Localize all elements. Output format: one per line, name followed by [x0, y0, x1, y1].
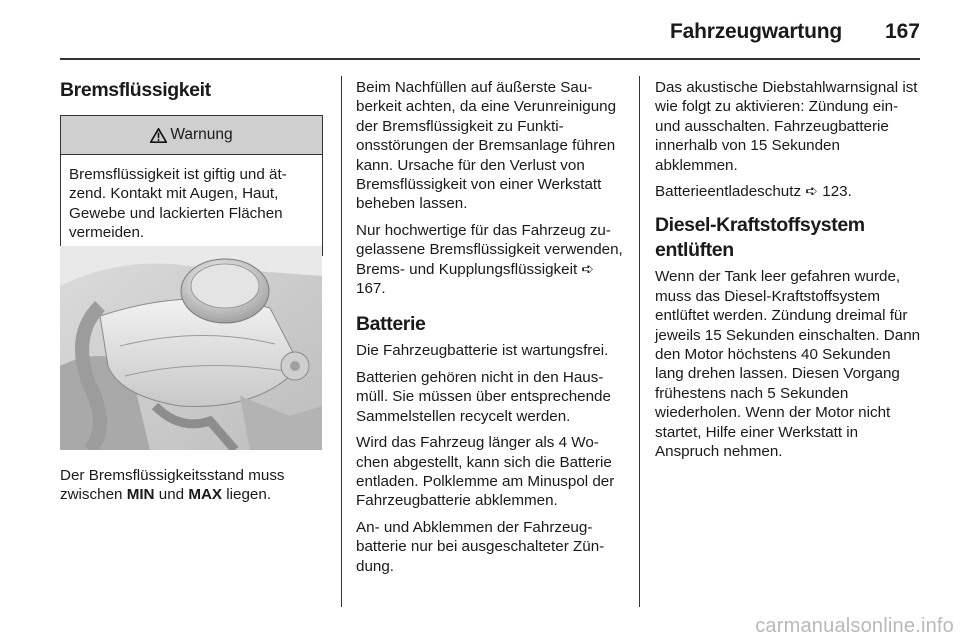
- column-3: [655, 78, 923, 469]
- paragraph-alarm-signal: Das akustische Diebstahlwarnsignal ist wie folgt zu aktivieren: Zündung ein- und ausschalten. Fahrzeugbatterie innerhalb von 15 Sekunden abklemmen.: [655, 79, 918, 174]
- page-header: [60, 0, 920, 58]
- paragraph-diesel-bleeding: Wenn der Tank leer gefahren wurde, muss das Diesel-Kraftstoffsystem entlüftet werden. Zündung dreimal für jeweils 15 Sekunden einschalten. Dann den Motor höchstens 40 Sekunden lang drehen lassen. Diesen Vorgang frühestens nach 5 Sekunden wiederholen. Wenn der Motor nicht startet, Hilfe einer Werkstatt in Anspruch nehmen.: [655, 268, 921, 461]
- heading-line-1: Diesel-Kraftstoffsystem: [655, 214, 865, 237]
- caption-text-2: und: [154, 486, 189, 504]
- column-1: [60, 78, 324, 256]
- paragraph-discharge-protection: [655, 182, 923, 201]
- column-divider-2: [639, 76, 640, 607]
- section-heading-battery: Batterie: [356, 313, 426, 336]
- caption-text-3: liegen.: [222, 486, 272, 504]
- paragraph-recycling: Batterien gehören nicht in den Hausmüll. Sie müssen über entsprechende Sammelstellen recycelt werden.: [356, 368, 611, 425]
- watermark: carmanualsonline.info: [755, 615, 954, 637]
- paragraph-maintenance-free: Die Fahrzeugbatterie ist wartungsfrei.: [356, 342, 609, 360]
- paragraph-approved-fluid: [356, 221, 624, 299]
- section-heading-brake-fluid: Bremsflüssigkeit: [60, 79, 211, 101]
- page-number: 167: [884, 20, 920, 43]
- warning-box: [60, 115, 323, 256]
- warning-triangle-icon: [150, 128, 167, 143]
- paragraph-long-parking: Wird das Fahrzeug länger als 4 Wochen abgestellt, kann sich die Batterie entladen. Polklemme am Minuspol der Fahrzeugbatterie abklemmen.: [356, 434, 615, 510]
- paragraph-discharge-protection-text: Batterieentladeschutz: [655, 183, 806, 201]
- page-reference-link[interactable]: 123.: [822, 183, 852, 201]
- caption-min: MIN: [126, 486, 155, 504]
- page-reference-link[interactable]: 167.: [356, 280, 386, 298]
- chapter-title: Fahrzeugwartung: [669, 20, 842, 43]
- column-divider-1: [341, 76, 342, 607]
- caption-text-1: Der Bremsflüssigkeitsstand muss zwischen: [60, 467, 285, 504]
- column-2: [356, 78, 624, 583]
- brake-fluid-reservoir-image: [60, 246, 322, 450]
- warning-text: Bremsflüssigkeit ist giftig und ätzend. Kontakt mit Augen, Haut, Gewebe und lackierten Flächen vermeiden.: [69, 166, 287, 242]
- page-reference-arrow-icon: ➪: [805, 183, 819, 201]
- paragraph-refill-cleanliness: Beim Nachfüllen auf äußerste Sauberkeit achten, da eine Verunreinigung der Bremsflüssigkeit zu Funktionsstörungen der Bremsanlage führen kann. Ursache für den Verlust von Bremsflüssigkeit von einer Werkstatt beheben lassen.: [356, 79, 617, 213]
- paragraph-approved-fluid-text: Nur hochwertige für das Fahrzeug zugelassene Bremsflüssigkeit verwenden, Brems- und Kupplungsflüssigkeit: [356, 221, 623, 278]
- section-heading-diesel-bleeding: [655, 213, 923, 263]
- warning-header: [61, 116, 322, 155]
- page-reference-arrow-icon: ➪: [581, 260, 595, 278]
- header-rule: [60, 58, 920, 60]
- caption-max: MAX: [188, 486, 223, 504]
- image-caption: [60, 466, 322, 505]
- warning-label: Warnung: [170, 126, 233, 144]
- heading-line-2: entlüften: [655, 239, 734, 262]
- paragraph-connect-disconnect: An- und Abklemmen der Fahrzeugbatterie nur bei ausgeschalteter Zündung.: [356, 518, 605, 575]
